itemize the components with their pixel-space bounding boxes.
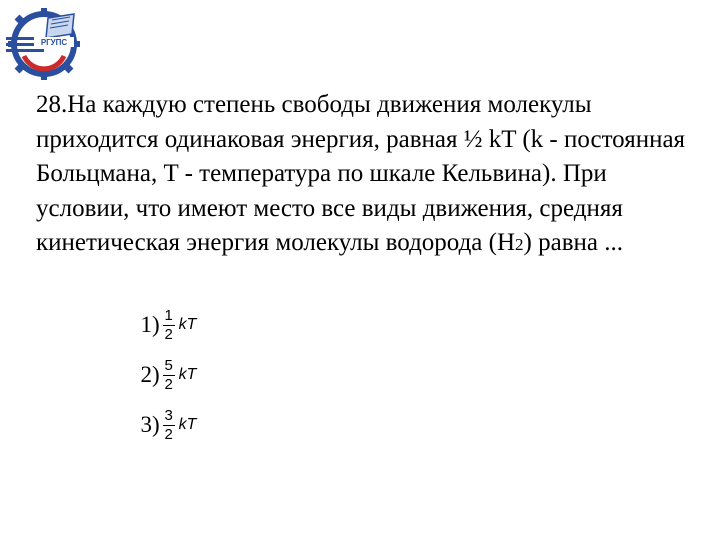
answer-paren: )	[152, 412, 160, 437]
answer-option-1[interactable]	[126, 300, 196, 350]
answer-fraction	[163, 308, 175, 343]
answer-number: 3	[140, 412, 152, 437]
fraction-denominator: 2	[164, 425, 173, 443]
university-logo	[4, 4, 84, 84]
fraction-denominator: 2	[164, 325, 173, 343]
fraction-numerator: 5	[164, 356, 173, 374]
fraction-numerator: 1	[164, 306, 173, 324]
answer-option-3[interactable]	[126, 400, 196, 450]
answer-suffix: kT	[178, 366, 197, 383]
question-text	[36, 88, 696, 263]
answer-paren: )	[152, 312, 160, 337]
answer-suffix: kT	[178, 416, 197, 433]
fraction-numerator: 3	[164, 406, 173, 424]
answer-fraction	[163, 408, 175, 443]
logo-text: РГУПС	[40, 38, 68, 47]
answer-number: 1	[140, 312, 152, 337]
answer-option-2[interactable]	[126, 350, 196, 400]
answer-fraction	[163, 358, 175, 393]
answer-number: 2	[140, 362, 152, 387]
answer-suffix: kT	[178, 316, 197, 333]
fraction-denominator: 2	[164, 375, 173, 393]
answer-paren: )	[152, 362, 160, 387]
question-subscript: 2	[515, 235, 524, 254]
question-body: 28.На каждую степень свободы движения молекулы приходится одинаковая энергия, равная ½ kT (k - постоянная Больцмана, T - температура по шкале Кельвина). При условии, что имеют место все виды движения, средняя кинетическая энергия молекулы водорода (H	[36, 91, 686, 256]
university-gear-logo-icon	[4, 4, 84, 84]
question-end: ) равна ...	[523, 229, 623, 256]
answer-options	[126, 300, 196, 450]
